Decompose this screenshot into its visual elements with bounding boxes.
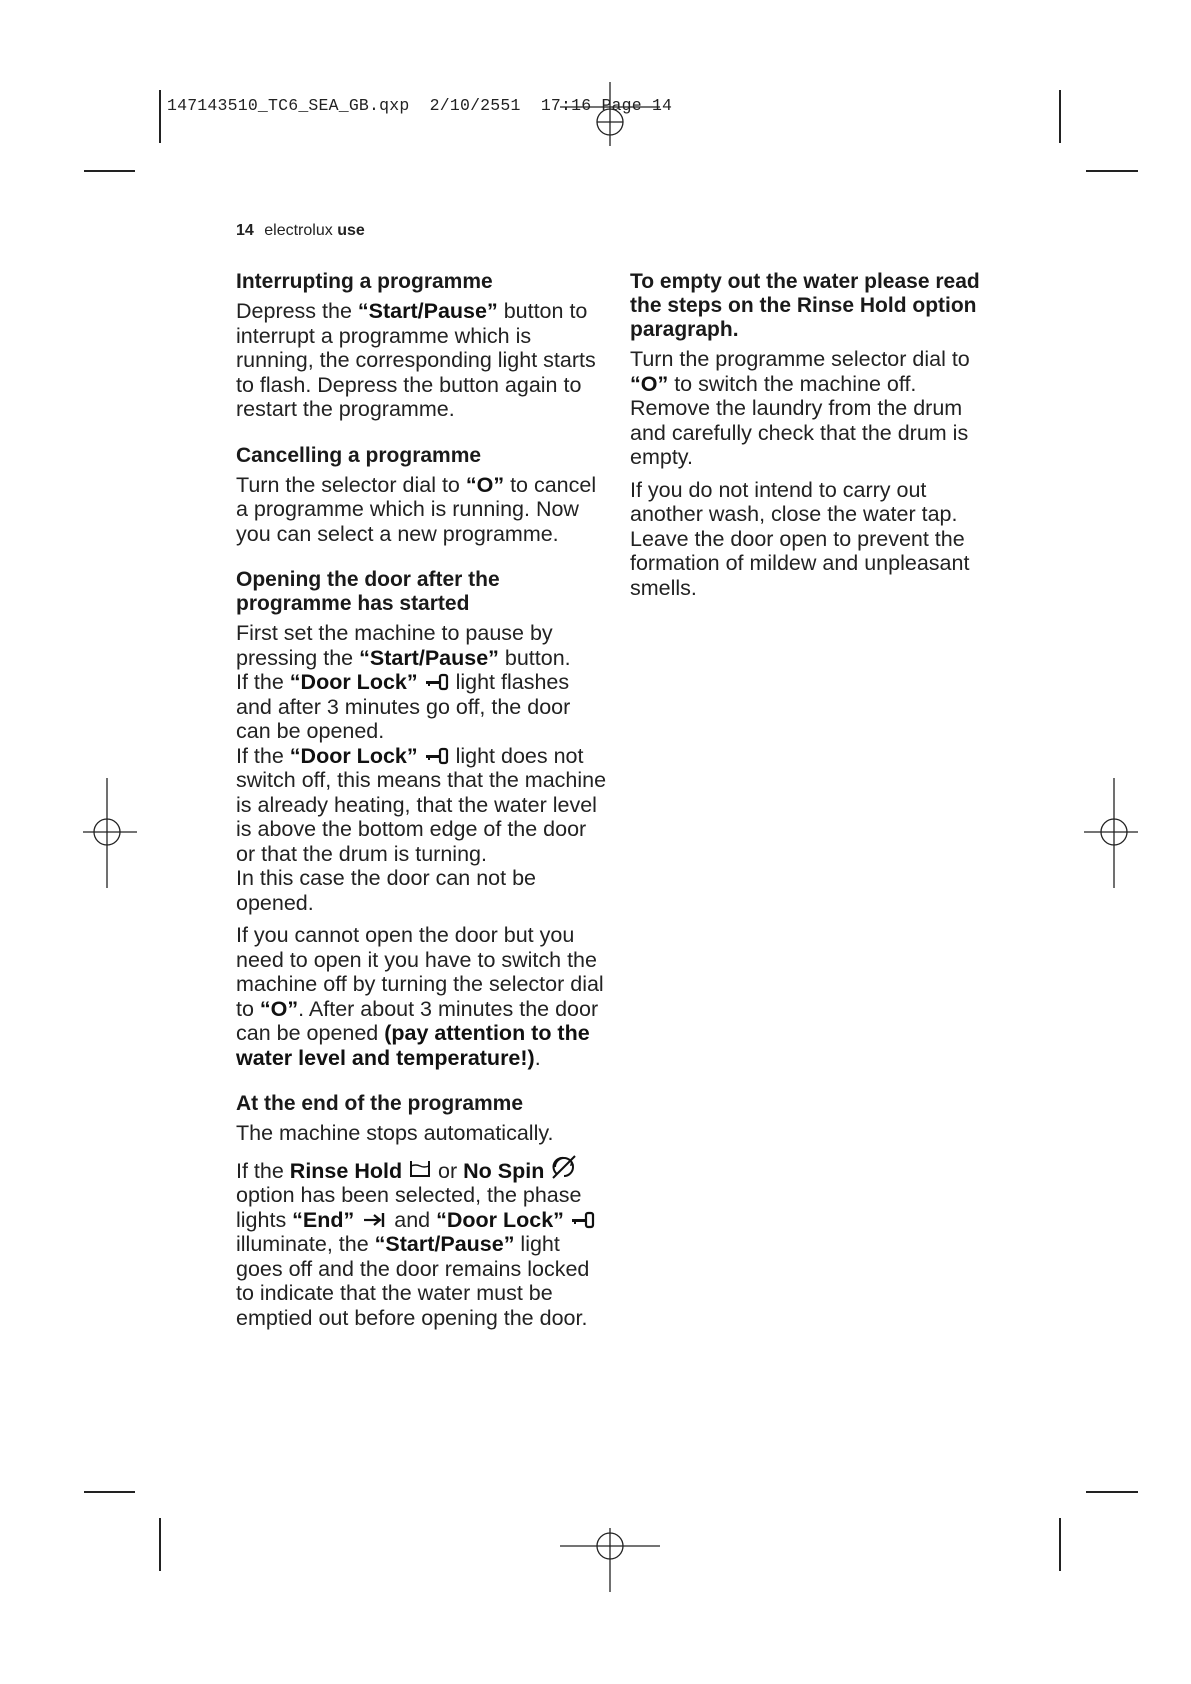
key-lock-icon [424,673,450,691]
text: to switch the machine off. [668,371,917,396]
door-lock-label: “Door Lock” [289,670,418,694]
start-pause-label: “Start/Pause” [374,1232,515,1256]
running-header [236,222,365,240]
crop-mark [84,170,135,172]
no-spin-icon [550,1154,578,1180]
registration-mark-icon [83,778,137,888]
opening-door-section [236,568,608,1070]
text: Depress the [236,299,358,323]
door-lock-label: “Door Lock” [289,743,418,768]
crop-mark [1086,170,1138,172]
section-heading: Cancelling a programme [236,443,482,467]
text: . [534,1045,541,1070]
paragraph [236,299,608,422]
start-pause-label: “Start/Pause” [359,645,499,670]
paragraph [236,1154,608,1331]
text: If the [236,1158,290,1183]
interrupting-section [236,270,608,422]
section-heading: At the end of the programme [236,1092,524,1115]
section-heading: Interrupting a programme [236,270,493,293]
text: Turn the programme selector dial to [630,347,970,371]
text: Remove the laundry from the drum and carefully check that the drum is empty. [630,396,969,469]
end-arrow-icon [360,1211,388,1229]
left-column [236,270,608,1352]
rinse-hold-icon [408,1158,432,1180]
text: Turn the selector dial to [236,472,466,497]
crop-mark [84,1491,135,1493]
crop-mark [1086,1491,1138,1493]
registration-mark-icon [560,82,660,146]
warning-text: (pay attention to the water level and temperature!) [236,1021,590,1070]
text: If you cannot open the door but you need to open it you have to switch the machine off by turning the selector dial to [236,923,604,1021]
cancelling-section [236,444,608,547]
crop-mark [159,90,161,143]
text: to cancel a programme which is running. Now you can select a new programme. [236,472,597,546]
text: option has been selected, the phase lights [236,1183,582,1232]
slug-time: 17:16 [540,96,592,115]
off-position-label: “O” [259,996,299,1021]
text: In this case the door can not be opened. [236,866,537,915]
key-lock-icon [570,1211,596,1229]
section-heading: Opening the door after the programme has started [236,568,500,615]
text: light flashes and after 3 minutes go off, the door can be opened. [236,670,571,743]
paragraph [630,347,1000,470]
paragraph [236,923,608,1070]
page-number: 14 [236,222,254,239]
crop-mark [1059,1518,1061,1571]
section-name: use [337,222,365,239]
text: light goes off and the door remains locked to indicate that the water must be emptied out before opening the door. [236,1232,590,1330]
text: light does not switch off, this means that the machine is already heating, that the water level is above the bottom edge of the door or that the drum is turning. [236,743,607,866]
slug-date: 2/10/2551 [429,96,521,115]
registration-mark-icon [1084,778,1138,888]
key-lock-icon [424,747,450,765]
paragraph: The machine stops automatically. [236,1121,554,1145]
end-of-programme-section [236,1092,608,1330]
no-spin-label: No Spin [463,1158,545,1183]
slug-page: Page 14 [601,96,673,115]
text: First set the machine to pause by pressing the [236,621,553,670]
text: illuminate, the [236,1232,375,1256]
start-pause-label: “Start/Pause” [357,299,498,323]
brand-name: electrolux [264,222,333,239]
off-position-label: “O” [465,472,505,497]
text: If the [236,743,290,768]
text: button. [498,645,571,670]
text: and [388,1207,437,1232]
off-position-label: “O” [630,371,669,396]
text: or [432,1158,464,1183]
paragraph [236,621,608,915]
text: If the [236,670,290,694]
registration-mark-icon [560,1528,660,1592]
door-lock-label: “Door Lock” [436,1207,564,1232]
text: button to interrupt a programme which is running, the corresponding light starts to flash. Depress the button again to restart the programme. [236,299,596,421]
section-heading: To empty out the water please read the steps on the Rinse Hold option paragraph. [630,270,980,341]
paragraph: If you do not intend to carry out another wash, close the water tap. Leave the door open to prevent the formation of mildew and unpleasant smells. [630,477,970,600]
text: . After about 3 minutes the door can be opened [236,996,599,1045]
end-label: “End” [292,1207,355,1232]
crop-mark [159,1518,161,1571]
rinse-hold-label: Rinse Hold [289,1158,403,1183]
crop-mark [1059,90,1061,143]
slug-file: 147143510_TC6_SEA_GB.qxp [167,96,410,115]
paragraph [236,473,608,547]
right-column [630,270,1000,608]
